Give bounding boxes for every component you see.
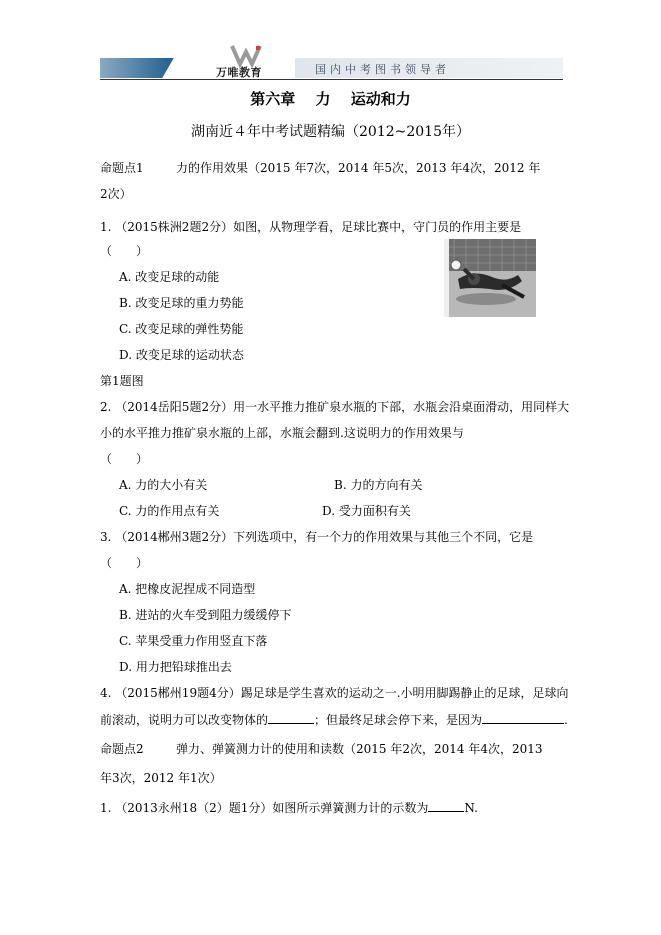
q3-stem: 3. （2014郴州3题2分）下列选项中，有一个力的作用效果与其他三个不同，它是 [100, 530, 534, 544]
q5-stem [100, 799, 478, 816]
topic2-heading-cont: 年3次，2012 年1次） [100, 771, 222, 785]
goalkeeper-illustration [444, 239, 536, 317]
logo-text: 万唯教育 [216, 66, 262, 79]
q1-option-c: C. 改变足球的弹性势能 [119, 322, 244, 336]
q1-stem: 1. （2015株洲2题2分）如图，从物理学看，足球比赛中，守门员的作用主要是 [100, 220, 522, 234]
topic1-heading: 力的作用效果（2015 年7次，2014 年5次，2013 年4次，2012 年 [176, 161, 541, 175]
q4-stem-part1: 前滚动，说明力可以改变物体的 [100, 713, 269, 727]
q5-blank[interactable] [428, 799, 464, 812]
q1-option-d: D. 改变足球的运动状态 [119, 348, 244, 362]
q5-stem-unit: N. [464, 801, 478, 815]
q4-blank-1[interactable] [268, 711, 314, 724]
q3-option-c: C. 苹果受重力作用竖直下落 [119, 634, 268, 648]
chapter-subtitle: 湖南近４年中考试题精编（2012~2015年） [191, 124, 470, 140]
topic2-heading: 弹力、弹簧测力计的使用和读数（2015 年2次，2014 年4次，2013 [176, 742, 543, 756]
tagline: 国内中考图书领导者 [315, 63, 450, 76]
goalkeeper-photo [444, 239, 536, 317]
q5-stem-part1: 1. （2013永州18（2）题1分）如图所示弹簧测力计的示数为 [100, 801, 429, 815]
q4-blank-2[interactable] [482, 711, 564, 724]
q1-answer-paren: （ ） [100, 244, 149, 258]
topic2-label: 命题点2 [100, 742, 144, 756]
q4-stem-part2: ；但最终足球会停下来，是因为 [314, 713, 483, 727]
q2-option-b: B. 力的方向有关 [334, 478, 423, 492]
chapter-title: 第六章 力 运动和力 [250, 90, 411, 108]
q4-stem-line2 [100, 711, 568, 728]
q1-option-b: B. 改变足球的重力势能 [119, 296, 244, 310]
q2-option-a: A. 力的大小有关 [119, 478, 208, 492]
q2-stem-line1: 2. （2014岳阳5题2分）用一水平推力推矿泉水瓶的下部，水瓶会沿桌面滑动，用同样大 [100, 400, 570, 414]
q1-option-a: A. 改变足球的动能 [119, 270, 220, 284]
q3-option-a: A. 把橡皮泥捏成不同造型 [119, 582, 256, 596]
q3-answer-paren: （ ） [100, 556, 149, 570]
topic1-heading-cont: 2次） [100, 187, 132, 201]
topic1-label: 命题点1 [100, 161, 144, 175]
page-header [100, 44, 563, 82]
q4-stem-line1: 4. （2015郴州19题4分）踢足球是学生喜欢的运动之一.小明用脚踢静止的足球，足球向 [100, 686, 569, 700]
header-rule [100, 79, 563, 80]
q2-stem-line2: 小的水平推力推矿泉水瓶的上部，水瓶会翻到.这说明力的作用效果与 [100, 426, 464, 440]
q2-answer-paren: （ ） [100, 452, 149, 466]
q3-option-d: D. 用力把铅球推出去 [119, 660, 232, 674]
q1-figure-caption: 第1题图 [100, 374, 144, 388]
q4-stem-part3: . [564, 713, 568, 727]
q3-option-b: B. 进站的火车受到阻力缓缓停下 [119, 608, 292, 622]
q2-option-c: C. 力的作用点有关 [119, 504, 220, 518]
q2-option-d: D. 受力面积有关 [322, 504, 411, 518]
